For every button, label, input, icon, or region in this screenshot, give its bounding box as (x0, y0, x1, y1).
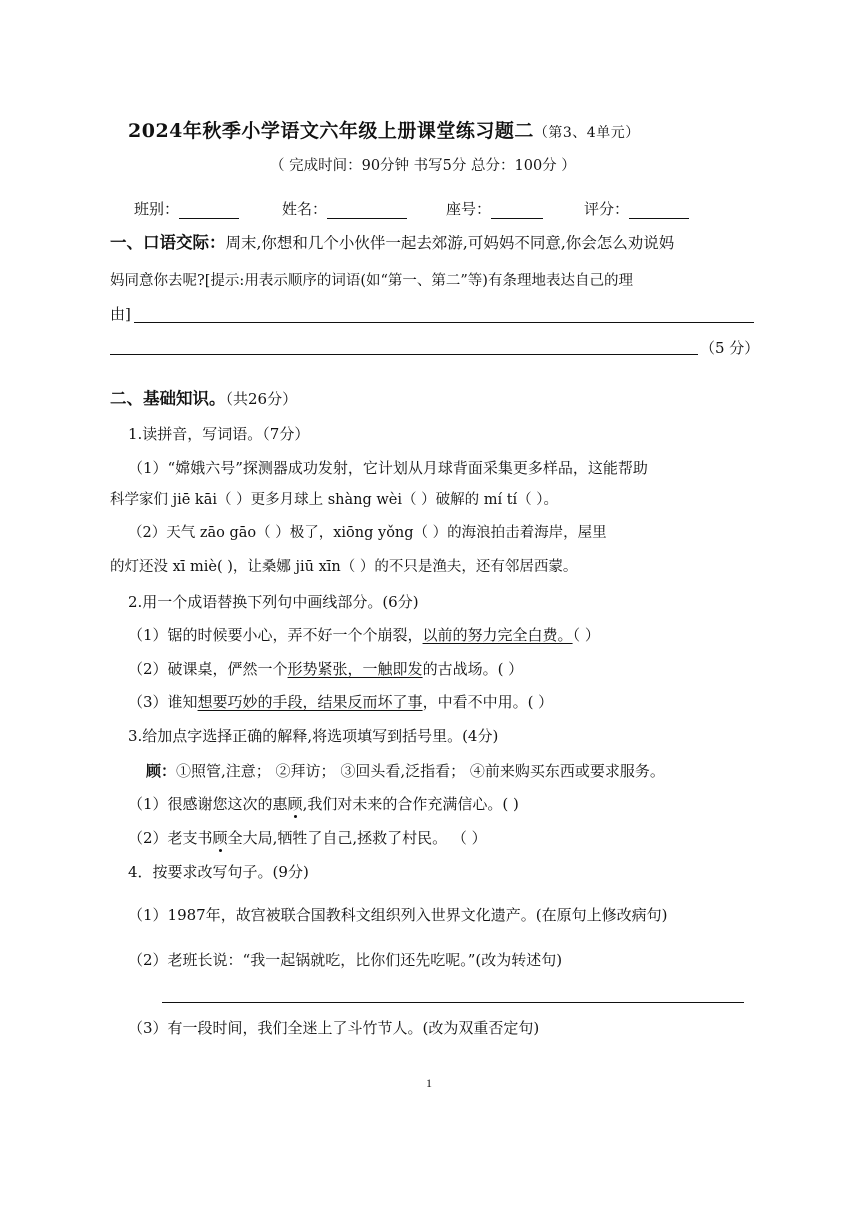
q1-line3: （2）天气 zāo gāo（ ）极了，xiōng yǒng（ ）的海浪拍击着海岸，屋里 (128, 525, 607, 541)
class-blank[interactable] (179, 202, 239, 219)
q3-line1 (128, 794, 519, 814)
title-main: 2024年秋季小学语文六年级上册课堂练习题二 (128, 120, 534, 142)
q2-title: 2.用一个成语替换下列句中画线部分。(6分) (128, 593, 419, 611)
q1-line2: 科学家们 jiē kāi（ ）更多月球上 shàng wèi（ ）破解的 mí tí（ ）。 (110, 492, 559, 508)
q1-title: 1.读拼音，写词语。（7分） (128, 425, 310, 443)
q3-l1-pre: （1）很感谢您这次的惠 (128, 795, 288, 813)
q2-l2-pre: （2）破课桌，俨然一个 (128, 660, 288, 678)
q2-l1-pre: （1）锯的时候要小心，弄不好一个个崩裂， (128, 626, 423, 644)
seat-blank[interactable] (491, 202, 543, 219)
q1-line1: （1）“嫦娥六号”探测器成功发射，它计划从月球背面采集更多样品，这能帮助 (128, 459, 648, 477)
q3-l2-pre: （2）老支书 (128, 829, 213, 847)
section1-text1: 周末,你想和几个小伙伴一起去郊游,可妈妈不同意,你会怎么劝说妈 (225, 234, 675, 252)
q4-line2: （2）老班长说：“我一起锅就吃，比你们还先吃呢。”(改为转述句) (128, 951, 563, 969)
q2-l2-underlined: 形势紧张，一触即发 (287, 660, 423, 678)
q2-l2-post: 的古战场。( ） (422, 660, 524, 678)
q2-line3 (128, 692, 553, 712)
q2-line1 (128, 625, 600, 645)
q3-options-row (146, 761, 665, 781)
section1-text2: 妈同意你去呢?[提示:用表示顺序的词语(如“第一、第二”等)有条理地表达自己的理 (110, 273, 633, 289)
section1-line1 (110, 232, 674, 254)
exam-info: （ 完成时间：90分钟 书写5分 总分：100分 ） (270, 158, 576, 174)
q4-line3: （3）有一段时间，我们全迷上了斗竹节人。(改为双重否定句) (128, 1019, 540, 1037)
q3-options: ①照管,注意； ②拜访； ③回头看,泛指看； ④前来购买东西或要求服务。 (176, 762, 665, 780)
class-field (134, 199, 239, 219)
q4-title: 4．按要求改写句子。(9分) (128, 863, 309, 881)
page-title (128, 116, 640, 143)
name-blank[interactable] (327, 202, 407, 219)
q2-l3-pre: （3）谁知 (128, 693, 198, 711)
title-sub: （第3、4单元） (533, 125, 640, 141)
q3-title: 3.给加点字选择正确的解释,将选项填写到括号里。(4分) (128, 727, 499, 745)
score-label: 评分： (584, 200, 630, 218)
name-field (282, 199, 407, 219)
section1-text3: 由] (110, 305, 131, 323)
seat-label: 座号： (446, 200, 492, 218)
q3-l2-post: 全大局,牺牲了自己,拯救了村民。 （ ） (227, 829, 487, 847)
q3-key: 顾： (146, 762, 177, 780)
section1-heading: 一、口语交际： (110, 233, 226, 252)
answer-line-2[interactable] (110, 354, 698, 355)
score-field (584, 199, 689, 219)
q2-l3-underlined: 想要巧妙的手段，结果反而坏了事 (197, 693, 423, 711)
q3-l1-dotted-char: 顾 (287, 795, 303, 813)
page-number: 1 (426, 1076, 432, 1090)
section1-score: （5 分） (700, 339, 760, 357)
q3-line2 (128, 828, 487, 848)
q1-line4: 的灯还没 xī miè( )，让桑娜 jiū xīn（ ）的不只是渔夫，还有邻居西蒙。 (110, 559, 578, 575)
class-label: 班别： (134, 200, 180, 218)
q4-line1: （1）1987年，故宫被联合国教科文组织列入世界文化遗产。(在原句上修改病句) (128, 906, 668, 924)
score-blank[interactable] (629, 202, 689, 219)
q2-l1-underlined: 以前的努力完全白费。 (422, 626, 573, 644)
q3-l1-post: ,我们对未来的合作充满信心。( ) (302, 795, 519, 813)
section2-heading-row (110, 385, 297, 409)
section2-score: （共26分） (225, 390, 298, 408)
q2-l3-post: ，中看不中用。( ） (422, 693, 554, 711)
name-label: 姓名： (282, 200, 328, 218)
seat-field (446, 199, 543, 219)
q2-l1-post: （ ） (572, 626, 600, 644)
answer-line-1[interactable] (134, 322, 754, 323)
q3-l2-dotted-char: 顾 (212, 829, 228, 847)
q4-answer-line[interactable] (162, 1002, 744, 1003)
section2-heading: 二、基础知识。 (110, 389, 226, 408)
q2-line2 (128, 659, 523, 679)
